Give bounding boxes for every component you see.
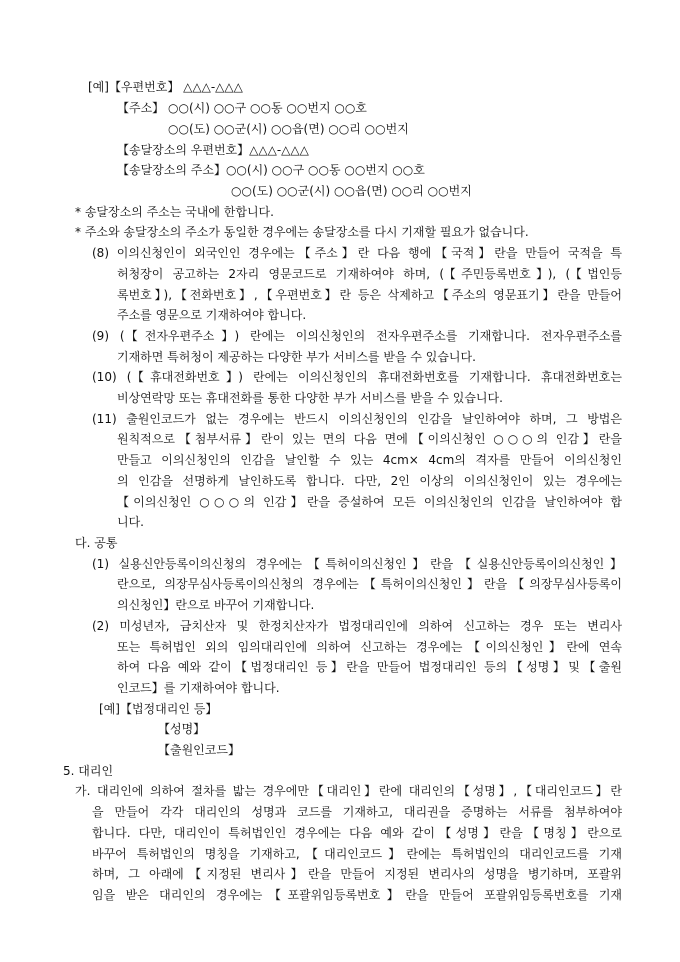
common2-line4: 인코드】를 기재하여야 합니다. <box>117 681 280 695</box>
agent-ga-line6: 임을 받은 대리인의 경우에는【포괄위임등록번호】란을 만들어 포괄위임등록번호를 기재 <box>92 888 622 902</box>
section-agent-heading: 5. 대리인 <box>63 764 114 778</box>
common1-line1: (1) 실용신안등록이의신청의 경우에는【특허이의신청인】란을【실용신안등록이의신청인】 <box>92 557 622 571</box>
example-delivery-address-alt: ○○(도) ○○군(시) ○○읍(면) ○○리 ○○번지 <box>231 184 472 198</box>
item8-line4: 주소를 영문으로 기재하여야 합니다. <box>117 308 307 322</box>
common2-line3: 하여 다음 예와 같이【법정대리인 등】란을 만들어 법정대리인 등의【성명】및【출원 <box>117 660 622 674</box>
item10-line2: 비상연락망 또는 휴대전화를 통한 다양한 부가 서비스를 받을 수 있습니다. <box>117 391 503 405</box>
item9-line1: (9) (【전자우편주소】) 란에는 이의신청인의 전자우편주소를 기재합니다. 전자우편주소를 <box>92 329 622 343</box>
example-delivery-address: 【송달장소의 주소】○○(시) ○○구 ○○동 ○○번지 ○○호 <box>117 163 425 177</box>
example-postal-code: [예]【우편번호】 △△△-△△△ <box>88 80 243 94</box>
common1-line3: 의신청인】란으로 바꾸어 기재합니다. <box>117 598 315 612</box>
item11-line1: (11) 출원인코드가 없는 경우에는 반드시 이의신청인의 인감을 날인하여야 하며, 그 방법은 <box>92 412 622 426</box>
note-same-address: * 주소와 송달장소의 주소가 동일한 경우에는 송달장소를 다시 기재할 필요가 없습니다. <box>75 225 529 239</box>
item11-line5: 【이의신청인 ○○○의 인감】란을 증설하여 모든 이의신청인의 인감을 날인하여야 합 <box>117 495 622 509</box>
item8-line3: 록번호】),【전화번호】,【우편번호】란 등은 삭제하고【주소의 영문표기】란을 만들어 <box>117 288 622 302</box>
common2-line2: 또는 특허법인 외의 임의대리인에 의하여 신고하는 경우에는【이의신청인】란에 연속 <box>117 640 622 654</box>
example2-legal-rep: [예]【법정대리인 등】 <box>99 702 218 716</box>
item11-line4: 의 인감을 선명하게 날인하도록 합니다. 다만, 2인 이상의 이의신청인이 있는 경우에는 <box>117 474 622 488</box>
agent-ga-line4: 바꾸어 특허법인의 명칭을 기재하고,【대리인코드】란에는 특허법인의 대리인코드를 기재 <box>92 847 622 861</box>
agent-ga-line1: 가. 대리인에 의하여 절차를 밟는 경우에만【대리인】란에 대리인의【성명】,【대리인코드】란 <box>75 784 622 798</box>
example-delivery-postal-code: 【송달장소의 우편번호】△△△-△△△ <box>117 143 309 157</box>
example-address: 【주소】 ○○(시) ○○구 ○○동 ○○번지 ○○호 <box>117 101 367 115</box>
agent-ga-line3: 합니다. 다만, 대리인이 특허법인인 경우에는 다음 예와 같이【성명】란을【명칭】란으로 <box>92 826 622 840</box>
example2-name: 【성명】 <box>158 722 206 736</box>
item8-line2: 허청장이 공고하는 2자리 영문코드로 기재하여야 하며, (【주민등록번호】), (【법인등 <box>117 267 622 281</box>
agent-ga-line5: 하며, 그 아래에【지정된 변리사】란을 만들어 지정된 변리사의 성명을 병기하며, 포괄위 <box>92 867 622 881</box>
note-domestic-only: * 송달장소의 주소는 국내에 한합니다. <box>75 205 274 219</box>
agent-ga-line2: 을 만들어 각각 대리인의 성명과 코드를 기재하고, 대리권을 증명하는 서류를 첨부하여야 <box>92 805 622 819</box>
item11-line6: 니다. <box>117 515 144 529</box>
common2-line1: (2) 미성년자, 금치산자 및 한정치산자가 법정대리인에 의하여 신고하는 경우 또는 변리사 <box>92 619 622 633</box>
item11-line2: 원칙적으로【첨부서류】란이 있는 면의 다음 면에【이의신청인 ○○○의 인감】란을 <box>117 432 622 446</box>
item11-line3: 만들고 이의신청인의 인감을 날인할 수 있는 4cm× 4cm의 격자를 만들어 이의신청인 <box>117 453 622 467</box>
item9-line2: 기재하면 특허청이 제공하는 다양한 부가 서비스를 받을 수 있습니다. <box>117 350 476 364</box>
section-common-heading: 다. 공통 <box>75 536 118 550</box>
item10-line1: (10) (【휴대전화번호】) 란에는 이의신청인의 휴대전화번호를 기재합니다. 휴대전화번호는 <box>92 370 622 384</box>
example-address-alt: ○○(도) ○○군(시) ○○읍(면) ○○리 ○○번지 <box>168 122 409 136</box>
example2-applicant-code: 【출원인코드】 <box>158 743 240 757</box>
item8-line1: (8) 이의신청인이 외국인인 경우에는【주소】란 다음 행에【국적】란을 만들어 국적을 특 <box>92 246 622 260</box>
common1-line2: 란으로, 의장무심사등록이의신청의 경우에는【특허이의신청인】란을【의장무심사등록이 <box>117 577 622 591</box>
